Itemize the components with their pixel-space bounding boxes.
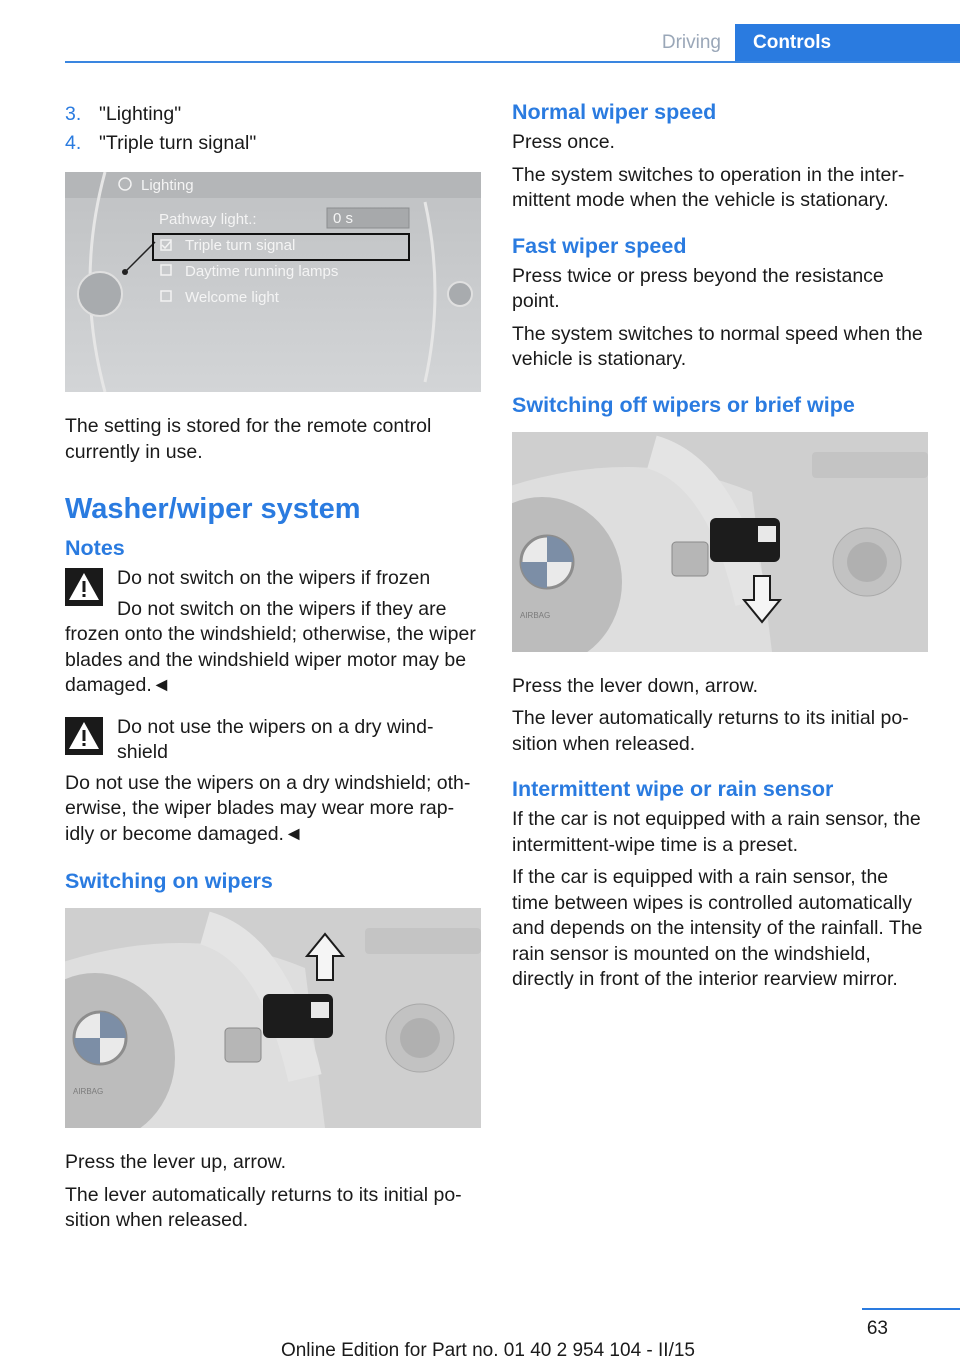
page-footer [0, 1308, 960, 1362]
normal-wiper-speed-heading: Normal wiper speed [512, 100, 717, 124]
airbag-label: AIRBAG [520, 610, 551, 620]
list-text: "Triple turn signal" [99, 132, 257, 154]
stored-setting-text: The setting is stored for the remote control currently in use. [65, 415, 432, 463]
intermittent-text-1: If the car is not equipped with a rain sensor, the intermittent-wipe time is a preset. [512, 808, 921, 856]
intermittent-wipe-heading: Intermittent wipe or rain sensor [512, 777, 834, 801]
header-rule [65, 61, 960, 63]
chapter-tab-controls: Controls [735, 24, 960, 61]
page-number: 63 [866, 1318, 888, 1339]
right-column [512, 100, 928, 1000]
warning-title-continued: Do not switch on the wipers if they are [117, 597, 447, 620]
section-tab-driving: Driving [661, 32, 721, 53]
lever-up-return-text: The lever automatically returns to its initial po-sition when released. [65, 1183, 462, 1231]
list-number: 4. [65, 132, 82, 154]
pathway-label: Pathway light.: [159, 211, 257, 228]
wiper-lever-up-figure [65, 908, 481, 1128]
screen-title: Lighting [141, 177, 194, 194]
notes-heading: Notes [65, 536, 125, 560]
lever-down-instruction: Press the lever down, arrow. [512, 674, 759, 697]
fast-speed-text-1: Press twice or press beyond the resistance point. [512, 264, 884, 312]
warning-frozen [65, 566, 481, 699]
edition-text: Online Edition for Part no. 01 40 2 954 104 - II/15 [280, 1340, 695, 1361]
wiper-lever-up-illustration [65, 908, 481, 1128]
wiper-lever-down-illustration [512, 432, 928, 652]
wiper-lever-down-figure [512, 432, 928, 652]
menu-item-triple-turn-signal: Triple turn signal [185, 237, 296, 254]
switching-on-wipers-heading: Switching on wipers [65, 869, 273, 893]
footer-rule [862, 1308, 960, 1310]
warning-title: Do not switch on the wipers if frozen [117, 567, 431, 589]
switching-off-wipers-heading: Switching off wipers or brief wipe [512, 392, 855, 417]
menu-item-daytime-running-lamps: Daytime running lamps [185, 263, 339, 280]
list-number: 3. [65, 103, 82, 125]
airbag-label: AIRBAG [73, 1087, 104, 1096]
fast-wiper-speed-heading: Fast wiper speed [512, 233, 687, 258]
lever-down-return-text: The lever automatically returns to its initial po-sition when released. [512, 707, 909, 755]
fast-speed-text-2: The system switches to normal speed when the vehicle is stationary. [512, 322, 923, 370]
list-text: "Lighting" [99, 103, 182, 125]
lighting-menu-screen [65, 172, 481, 392]
page-header [0, 24, 960, 62]
lighting-menu-figure [65, 172, 481, 392]
list-item [65, 100, 481, 129]
menu-item-welcome-light: Welcome light [185, 289, 279, 306]
list-item [65, 129, 481, 158]
warning-triangle-icon [65, 568, 103, 606]
intermittent-text-2: If the car is equipped with a rain sensor, the time between wipes is controlled automatically and depends on the intensity of the rainfall. The rain sensor is mounted on the windshield, directly in front of the interior rearview mirror. [512, 866, 923, 990]
section-heading-washer-wiper: Washer/wiper system [65, 493, 361, 525]
warning-body: frozen onto the windshield; otherwise, the wiper blades and the windshield wiper motor may be damaged.◄ [65, 623, 476, 696]
left-column [65, 100, 481, 1241]
warning-title: Do not use the wipers on a dry wind-shield [117, 715, 434, 763]
normal-speed-text-1: Press once. [512, 131, 615, 153]
normal-speed-text-2: The system switches to operation in the inter-mittent mode when the vehicle is stationary. [512, 163, 905, 211]
lever-up-instruction: Press the lever up, arrow. [65, 1151, 287, 1173]
pathway-value: 0 s [333, 210, 354, 227]
warning-dry-windshield [65, 715, 481, 848]
warning-triangle-icon [65, 717, 103, 755]
warning-body: Do not use the wipers on a dry windshield; oth-erwise, the wiper blades may wear more rap-idly or become damaged.◄ [65, 771, 471, 845]
